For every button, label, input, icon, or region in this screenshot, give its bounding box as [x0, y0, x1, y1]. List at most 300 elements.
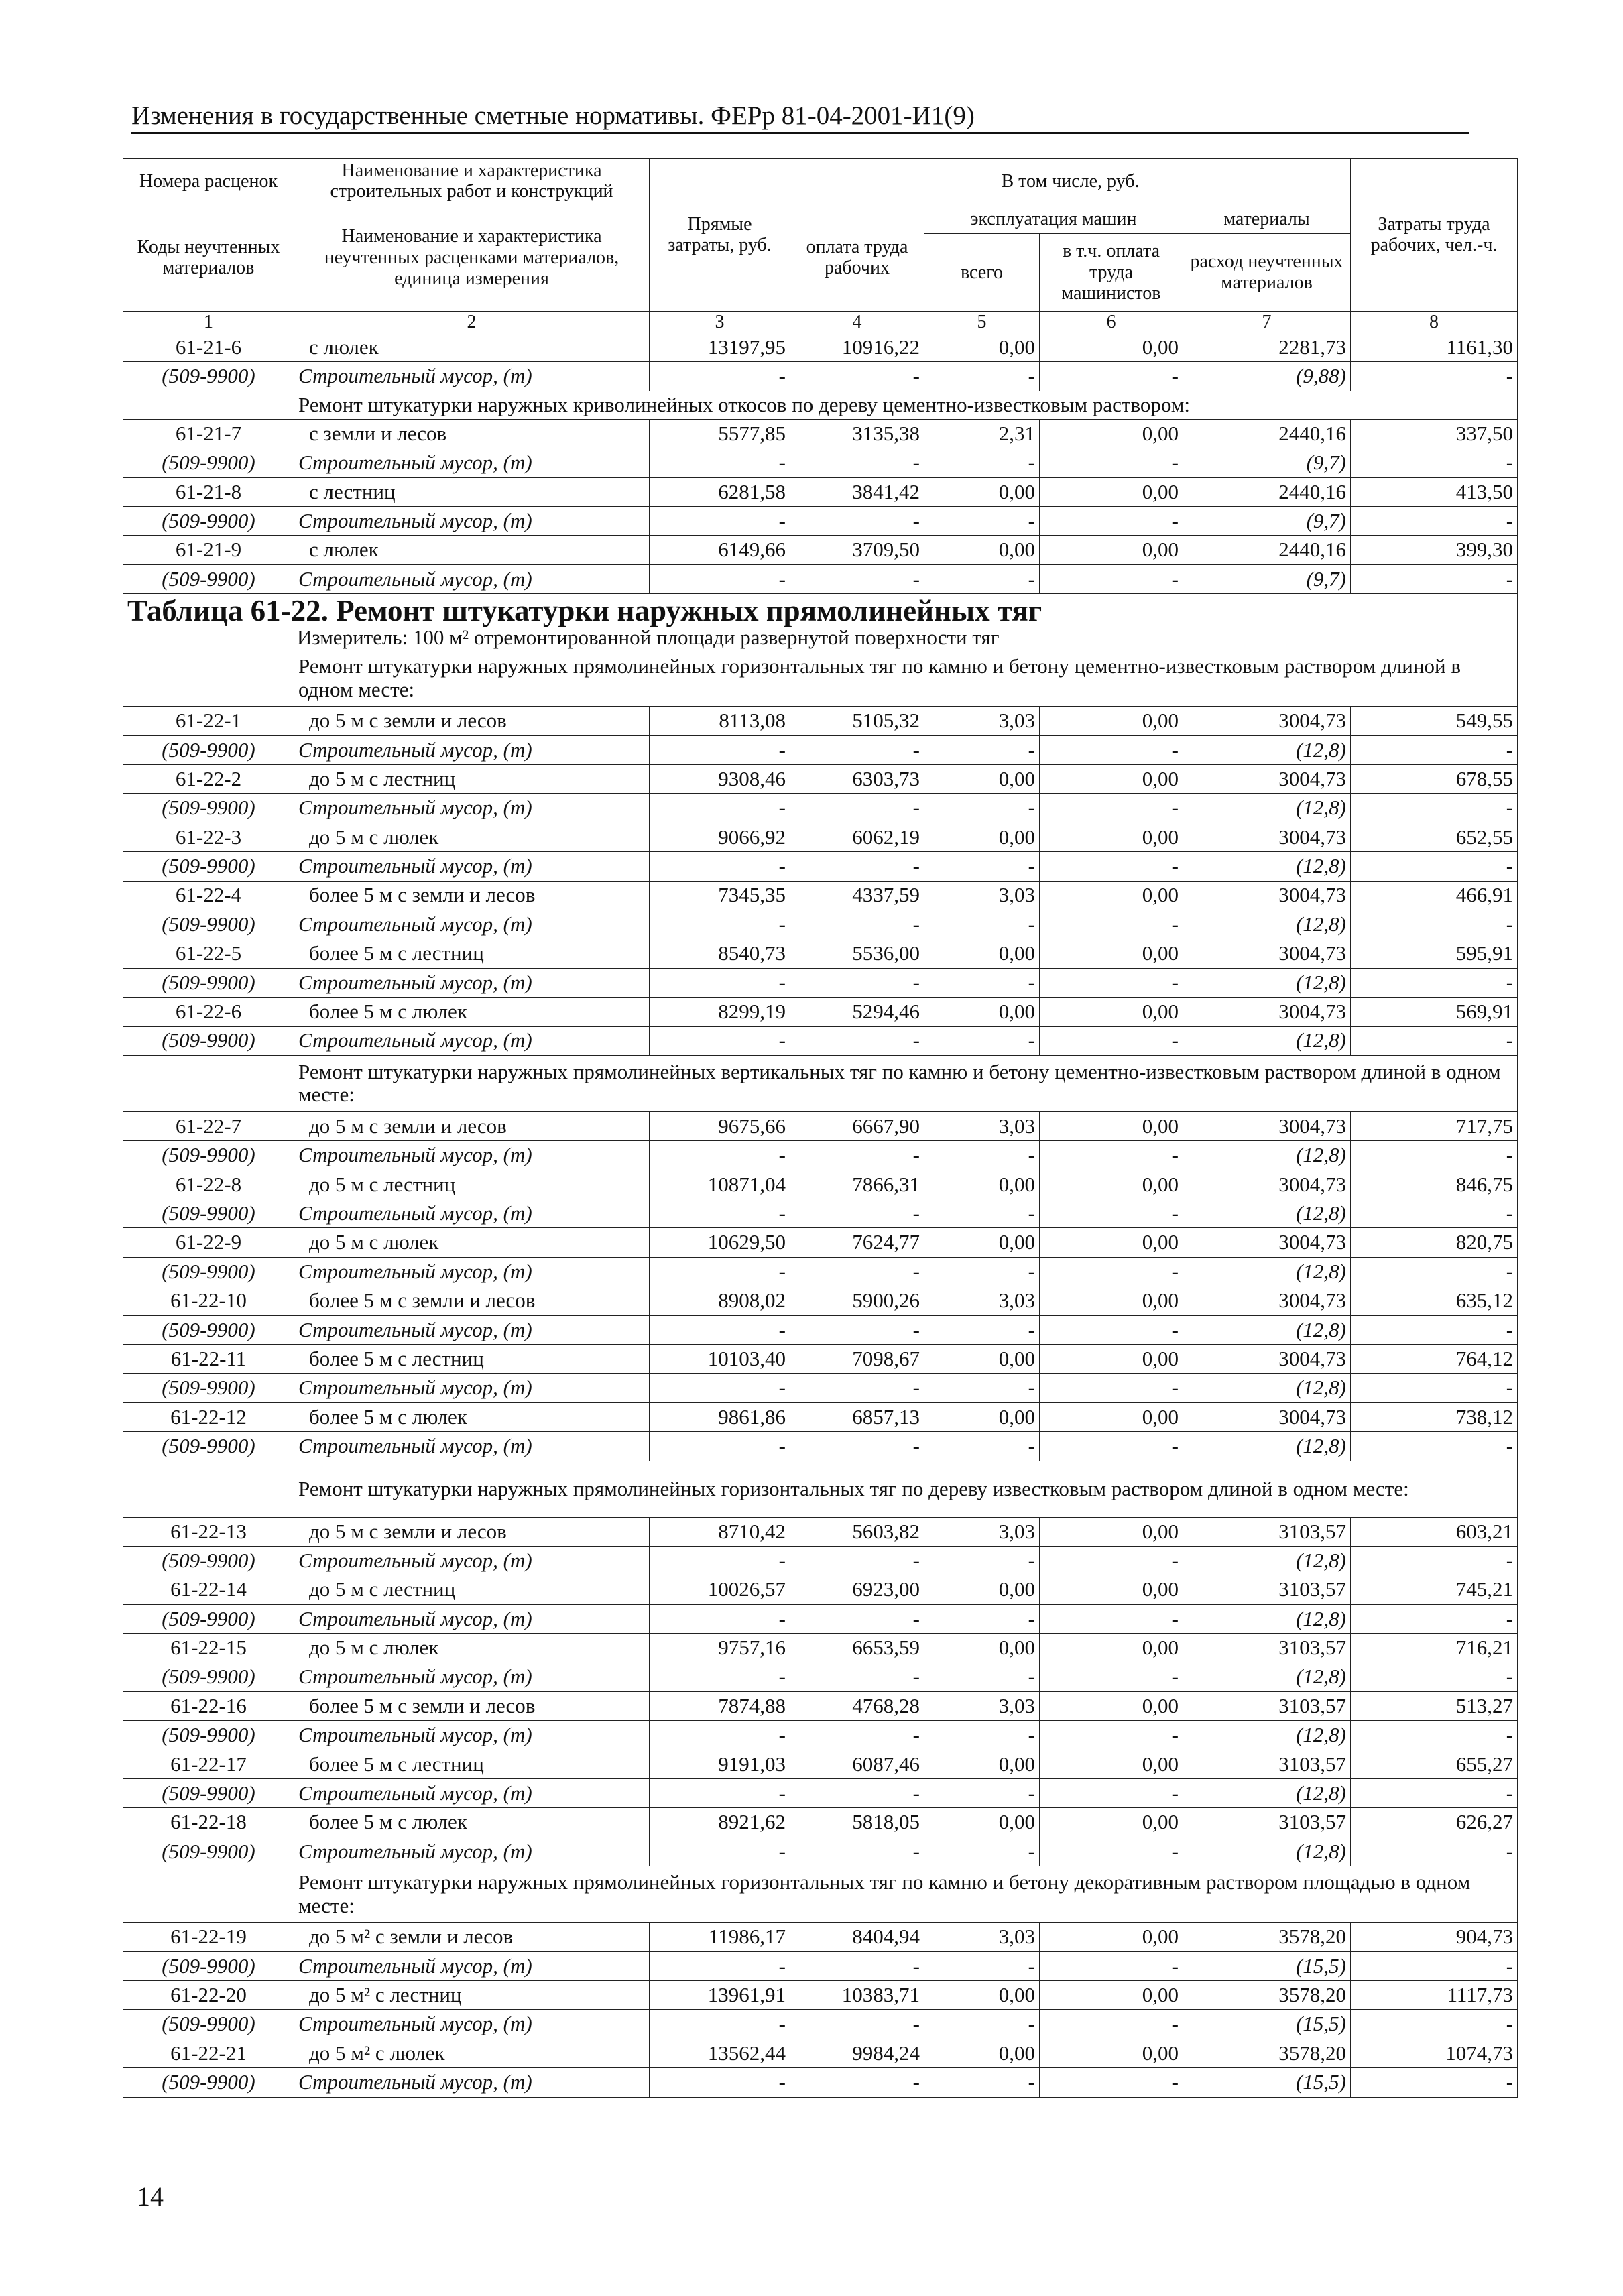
labor-hours: 716,21 [1351, 1634, 1518, 1663]
dash-cell: - [1351, 1199, 1518, 1228]
section-spacer [123, 650, 294, 707]
material-name: Строительный мусор, (т) [294, 794, 650, 823]
material-name: Строительный мусор, (т) [294, 1374, 650, 1402]
material-name: Строительный мусор, (т) [294, 1315, 650, 1344]
dash-cell: - [650, 1951, 790, 1980]
direct-cost: 9191,03 [650, 1750, 790, 1778]
dash-cell: - [790, 1779, 924, 1808]
worker-pay: 5900,26 [790, 1286, 924, 1315]
labor-hours: 1117,73 [1351, 1981, 1518, 2010]
labor-hours: 904,73 [1351, 1923, 1518, 1951]
material-code: (509-9900) [123, 1199, 294, 1228]
dash-cell: - [1351, 1779, 1518, 1808]
materials-cost: 2440,16 [1183, 536, 1351, 564]
direct-cost: 8908,02 [650, 1286, 790, 1315]
section-row [123, 650, 1518, 707]
rate-code: 61-22-9 [123, 1228, 294, 1257]
dash-cell: - [1351, 794, 1518, 823]
dash-cell: - [924, 564, 1040, 593]
machinists-pay: 0,00 [1040, 477, 1183, 506]
dash-cell: - [650, 1374, 790, 1402]
col-vtom-header: В том числе, руб. [790, 159, 1351, 204]
direct-cost: 10103,40 [650, 1345, 790, 1374]
rate-name: с люлек [294, 536, 650, 564]
dash-cell: - [650, 2068, 790, 2097]
rate-name: до 5 м² с земли и лесов [294, 1923, 650, 1951]
machinists-pay: 0,00 [1040, 536, 1183, 564]
rate-code: 61-22-15 [123, 1634, 294, 1663]
direct-cost: 6281,58 [650, 477, 790, 506]
dash-cell: - [650, 1315, 790, 1344]
materials-cost: 3103,57 [1183, 1517, 1351, 1546]
rate-code: 61-22-18 [123, 1808, 294, 1837]
materials-cost: 3004,73 [1183, 939, 1351, 968]
dash-cell: - [650, 507, 790, 536]
dash-cell: - [790, 1026, 924, 1055]
machines-total: 0,00 [924, 477, 1040, 506]
rate-code: 61-22-19 [123, 1923, 294, 1951]
col-naim-header: Наименование и характеристика строительных работ и конструкций [294, 159, 650, 204]
material-name: Строительный мусор, (т) [294, 1721, 650, 1750]
section-heading: Ремонт штукатурки наружных прямолинейных горизонтальных тяг по дереву известковым раствором длиной в одном месте: [294, 1461, 1518, 1517]
labor-hours: 413,50 [1351, 477, 1518, 506]
dash-cell: - [790, 507, 924, 536]
worker-pay: 10916,22 [790, 333, 924, 362]
material-qty: (12,8) [1183, 1141, 1351, 1170]
dash-cell: - [924, 968, 1040, 997]
material-qty: (9,7) [1183, 448, 1351, 477]
dash-cell: - [1351, 1432, 1518, 1461]
dash-cell: - [924, 507, 1040, 536]
rate-name: более 5 м с лестниц [294, 939, 650, 968]
dash-cell: - [1351, 1546, 1518, 1575]
table-row [123, 707, 1518, 735]
dash-cell: - [650, 1257, 790, 1286]
machinists-pay: 0,00 [1040, 1750, 1183, 1778]
machines-total: 0,00 [924, 1345, 1040, 1374]
section-heading: Ремонт штукатурки наружных прямолинейных горизонтальных тяг по камню и бетону цементно-известковым раствором длиной в одном месте: [294, 650, 1518, 707]
labor-hours: 635,12 [1351, 1286, 1518, 1315]
materials-cost: 2440,16 [1183, 419, 1351, 448]
material-name: Строительный мусор, (т) [294, 1837, 650, 1866]
material-name: Строительный мусор, (т) [294, 2010, 650, 2039]
rate-code: 61-21-8 [123, 477, 294, 506]
col-num: 8 [1351, 311, 1518, 333]
dash-cell: - [790, 852, 924, 881]
materials-cost: 3004,73 [1183, 1286, 1351, 1315]
table-row [123, 1691, 1518, 1720]
dash-cell: - [650, 1026, 790, 1055]
worker-pay: 5536,00 [790, 939, 924, 968]
col-naimmat-header: Наименование и характеристика неучтенных расценками материалов, единица измерения [294, 204, 650, 311]
dash-cell: - [1351, 1721, 1518, 1750]
machinists-pay: 0,00 [1040, 1111, 1183, 1140]
rate-code: 61-22-17 [123, 1750, 294, 1778]
table-row [123, 1546, 1518, 1575]
materials-cost: 3103,57 [1183, 1634, 1351, 1663]
machinists-pay: 0,00 [1040, 419, 1183, 448]
labor-hours: 717,75 [1351, 1111, 1518, 1140]
material-code: (509-9900) [123, 1663, 294, 1691]
dash-cell: - [924, 1026, 1040, 1055]
material-code: (509-9900) [123, 1315, 294, 1344]
dash-cell: - [650, 1546, 790, 1575]
machinists-pay: 0,00 [1040, 1634, 1183, 1663]
dash-cell: - [1351, 1663, 1518, 1691]
dash-cell: - [650, 1663, 790, 1691]
material-code: (509-9900) [123, 1721, 294, 1750]
dash-cell: - [924, 852, 1040, 881]
material-qty: (12,8) [1183, 1432, 1351, 1461]
machines-total: 0,00 [924, 1981, 1040, 2010]
machines-total: 0,00 [924, 939, 1040, 968]
worker-pay: 6303,73 [790, 764, 924, 793]
dash-cell: - [924, 1663, 1040, 1691]
labor-hours: 466,91 [1351, 881, 1518, 910]
table-row [123, 1345, 1518, 1374]
materials-cost: 2281,73 [1183, 333, 1351, 362]
direct-cost: 8299,19 [650, 998, 790, 1026]
col-rashod-header: расход неучтенных материалов [1183, 233, 1351, 311]
worker-pay: 5603,82 [790, 1517, 924, 1546]
material-qty: (12,8) [1183, 1837, 1351, 1866]
labor-hours: 595,91 [1351, 939, 1518, 968]
rate-name: более 5 м с земли и лесов [294, 881, 650, 910]
rate-code: 61-22-6 [123, 998, 294, 1026]
dash-cell: - [1351, 1257, 1518, 1286]
table-row [123, 823, 1518, 851]
section-spacer [123, 1461, 294, 1517]
table-row [123, 2010, 1518, 2039]
machinists-pay: 0,00 [1040, 1517, 1183, 1546]
table-row [123, 2039, 1518, 2067]
table-row [123, 1026, 1518, 1055]
dash-cell: - [790, 1141, 924, 1170]
dash-cell: - [1040, 2068, 1183, 2097]
machinists-pay: 0,00 [1040, 1981, 1183, 2010]
dash-cell: - [1040, 1315, 1183, 1344]
labor-hours: 764,12 [1351, 1345, 1518, 1374]
materials-cost: 3004,73 [1183, 881, 1351, 910]
dash-cell: - [790, 1663, 924, 1691]
material-qty: (12,8) [1183, 1779, 1351, 1808]
dash-cell: - [924, 1951, 1040, 1980]
machines-total: 3,03 [924, 1691, 1040, 1720]
col-num: 6 [1040, 311, 1183, 333]
dash-cell: - [1040, 362, 1183, 391]
table-row [123, 1721, 1518, 1750]
table-row [123, 1257, 1518, 1286]
dash-cell: - [1040, 2010, 1183, 2039]
rate-name: с земли и лесов [294, 419, 650, 448]
direct-cost: 13961,91 [650, 1981, 790, 2010]
worker-pay: 6087,46 [790, 1750, 924, 1778]
dash-cell: - [790, 1604, 924, 1633]
material-qty: (15,5) [1183, 1951, 1351, 1980]
machinists-pay: 0,00 [1040, 998, 1183, 1026]
rate-code: 61-21-9 [123, 536, 294, 564]
table-row [123, 564, 1518, 593]
labor-hours: 569,91 [1351, 998, 1518, 1026]
rate-name: до 5 м с люлек [294, 823, 650, 851]
worker-pay: 5818,05 [790, 1808, 924, 1837]
worker-pay: 7624,77 [790, 1228, 924, 1257]
document-header: Изменения в государственные сметные нормативы. ФЕРр 81-04-2001-И1(9) [131, 101, 1469, 134]
dash-cell: - [650, 852, 790, 881]
worker-pay: 3709,50 [790, 536, 924, 564]
dash-cell: - [790, 1199, 924, 1228]
rate-name: до 5 м² с люлек [294, 2039, 650, 2067]
dash-cell: - [650, 1837, 790, 1866]
materials-cost: 3004,73 [1183, 1402, 1351, 1431]
dash-cell: - [1351, 968, 1518, 997]
dash-cell: - [924, 1257, 1040, 1286]
dash-cell: - [790, 2010, 924, 2039]
materials-cost: 3578,20 [1183, 1981, 1351, 2010]
section-spacer [123, 1866, 294, 1923]
machinists-pay: 0,00 [1040, 1228, 1183, 1257]
machinists-pay: 0,00 [1040, 1170, 1183, 1199]
rate-code: 61-22-5 [123, 939, 294, 968]
worker-pay: 6653,59 [790, 1634, 924, 1663]
labor-hours: 549,55 [1351, 707, 1518, 735]
direct-cost: 8710,42 [650, 1517, 790, 1546]
material-qty: (12,8) [1183, 1721, 1351, 1750]
col-nomer-header: Номера расценок [123, 159, 294, 204]
rate-name: с люлек [294, 333, 650, 362]
material-name: Строительный мусор, (т) [294, 735, 650, 764]
material-name: Строительный мусор, (т) [294, 1779, 650, 1808]
rate-code: 61-22-1 [123, 707, 294, 735]
col-kody-header: Коды неучтенных материалов [123, 204, 294, 311]
dash-cell: - [924, 1199, 1040, 1228]
rate-name: до 5 м с земли и лесов [294, 1111, 650, 1140]
rate-code: 61-22-16 [123, 1691, 294, 1720]
material-code: (509-9900) [123, 448, 294, 477]
worker-pay: 5105,32 [790, 707, 924, 735]
section-spacer [123, 391, 294, 419]
rate-name: до 5 м с земли и лесов [294, 1517, 650, 1546]
table-row [123, 910, 1518, 939]
machines-total: 3,03 [924, 1923, 1040, 1951]
table-row [123, 1808, 1518, 1837]
materials-cost: 3004,73 [1183, 764, 1351, 793]
dash-cell: - [650, 794, 790, 823]
dash-cell: - [790, 1432, 924, 1461]
dash-cell: - [790, 2068, 924, 2097]
dash-cell: - [1351, 2068, 1518, 2097]
machinists-pay: 0,00 [1040, 764, 1183, 793]
table-row [123, 998, 1518, 1026]
labor-hours: 603,21 [1351, 1517, 1518, 1546]
dash-cell: - [650, 448, 790, 477]
worker-pay: 8404,94 [790, 1923, 924, 1951]
machinists-pay: 0,00 [1040, 939, 1183, 968]
material-code: (509-9900) [123, 362, 294, 391]
dash-cell: - [650, 1199, 790, 1228]
direct-cost: 8921,62 [650, 1808, 790, 1837]
machines-total: 0,00 [924, 1808, 1040, 1837]
section-spacer [123, 1055, 294, 1111]
table-row [123, 448, 1518, 477]
material-name: Строительный мусор, (т) [294, 564, 650, 593]
dash-cell: - [1351, 1374, 1518, 1402]
dash-cell: - [924, 794, 1040, 823]
table-title-row [123, 594, 1518, 650]
machinists-pay: 0,00 [1040, 333, 1183, 362]
labor-hours: 738,12 [1351, 1402, 1518, 1431]
material-name: Строительный мусор, (т) [294, 362, 650, 391]
material-code: (509-9900) [123, 1546, 294, 1575]
material-code: (509-9900) [123, 910, 294, 939]
dash-cell: - [1040, 1837, 1183, 1866]
table-row [123, 794, 1518, 823]
worker-pay: 7866,31 [790, 1170, 924, 1199]
dash-cell: - [790, 1374, 924, 1402]
dash-cell: - [790, 564, 924, 593]
material-qty: (12,8) [1183, 735, 1351, 764]
machines-total: 0,00 [924, 823, 1040, 851]
dash-cell: - [1351, 1951, 1518, 1980]
dash-cell: - [650, 1432, 790, 1461]
rate-name: с лестниц [294, 477, 650, 506]
machinists-pay: 0,00 [1040, 823, 1183, 851]
table-row [123, 1779, 1518, 1808]
machines-total: 2,31 [924, 419, 1040, 448]
dash-cell: - [650, 735, 790, 764]
rate-code: 61-22-14 [123, 1575, 294, 1604]
rate-code: 61-22-2 [123, 764, 294, 793]
material-qty: (12,8) [1183, 1546, 1351, 1575]
table-title-cell [123, 594, 1518, 650]
worker-pay: 9984,24 [790, 2039, 924, 2067]
table-row [123, 1981, 1518, 2010]
section-row [123, 391, 1518, 419]
rate-code: 61-22-7 [123, 1111, 294, 1140]
direct-cost: 10026,57 [650, 1575, 790, 1604]
labor-hours: 655,27 [1351, 1750, 1518, 1778]
rate-name: более 5 м с земли и лесов [294, 1691, 650, 1720]
material-name: Строительный мусор, (т) [294, 448, 650, 477]
rate-name: до 5 м с лестниц [294, 1575, 650, 1604]
dash-cell: - [1040, 1721, 1183, 1750]
dash-cell: - [1351, 564, 1518, 593]
material-qty: (15,5) [1183, 2010, 1351, 2039]
dash-cell: - [790, 968, 924, 997]
machines-total: 0,00 [924, 1634, 1040, 1663]
machinists-pay: 0,00 [1040, 1923, 1183, 1951]
material-name: Строительный мусор, (т) [294, 1951, 650, 1980]
direct-cost: 13562,44 [650, 2039, 790, 2067]
dash-cell: - [924, 735, 1040, 764]
table-row [123, 362, 1518, 391]
material-qty: (12,8) [1183, 1257, 1351, 1286]
material-code: (509-9900) [123, 1141, 294, 1170]
direct-cost: 9757,16 [650, 1634, 790, 1663]
dash-cell: - [924, 448, 1040, 477]
material-code: (509-9900) [123, 735, 294, 764]
material-code: (509-9900) [123, 1604, 294, 1633]
direct-cost: 8540,73 [650, 939, 790, 968]
table-row [123, 1315, 1518, 1344]
machines-total: 3,03 [924, 1111, 1040, 1140]
table-row [123, 1923, 1518, 1951]
worker-pay: 6062,19 [790, 823, 924, 851]
labor-hours: 337,50 [1351, 419, 1518, 448]
table-row [123, 1517, 1518, 1546]
section-heading: Ремонт штукатурки наружных криволинейных откосов по дереву цементно-известковым раствором: [294, 391, 1518, 419]
dash-cell: - [1040, 1141, 1183, 1170]
table-row [123, 735, 1518, 764]
materials-cost: 3103,57 [1183, 1691, 1351, 1720]
machines-total: 0,00 [924, 1575, 1040, 1604]
table-row [123, 1837, 1518, 1866]
dash-cell: - [1351, 910, 1518, 939]
section-heading: Ремонт штукатурки наружных прямолинейных горизонтальных тяг по камню и бетону декоративным раствором площадью в одном месте: [294, 1866, 1518, 1923]
rate-name: до 5 м с люлек [294, 1634, 650, 1663]
direct-cost: 5577,85 [650, 419, 790, 448]
dash-cell: - [924, 362, 1040, 391]
table-row [123, 1286, 1518, 1315]
dash-cell: - [650, 2010, 790, 2039]
materials-cost: 3004,73 [1183, 998, 1351, 1026]
dash-cell: - [790, 1721, 924, 1750]
material-code: (509-9900) [123, 1779, 294, 1808]
machines-total: 0,00 [924, 536, 1040, 564]
direct-cost: 7345,35 [650, 881, 790, 910]
rate-code: 61-22-20 [123, 1981, 294, 2010]
dash-cell: - [1040, 448, 1183, 477]
col-zatraty-header: Затраты труда рабочих, чел.-ч. [1351, 159, 1518, 312]
dash-cell: - [924, 1315, 1040, 1344]
material-code: (509-9900) [123, 852, 294, 881]
material-qty: (12,8) [1183, 852, 1351, 881]
direct-cost: 6149,66 [650, 536, 790, 564]
dash-cell: - [1040, 1604, 1183, 1633]
rate-name: до 5 м² с лестниц [294, 1981, 650, 2010]
material-code: (509-9900) [123, 1374, 294, 1402]
table-row [123, 1199, 1518, 1228]
direct-cost: 9675,66 [650, 1111, 790, 1140]
material-qty: (12,8) [1183, 794, 1351, 823]
dash-cell: - [924, 1141, 1040, 1170]
dash-cell: - [1351, 448, 1518, 477]
rate-code: 61-22-13 [123, 1517, 294, 1546]
worker-pay: 3135,38 [790, 419, 924, 448]
direct-cost: 11986,17 [650, 1923, 790, 1951]
dash-cell: - [1351, 1315, 1518, 1344]
rate-code: 61-22-10 [123, 1286, 294, 1315]
rate-name: до 5 м с лестниц [294, 764, 650, 793]
table-row [123, 939, 1518, 968]
table-row [123, 1170, 1518, 1199]
material-qty: (12,8) [1183, 1315, 1351, 1344]
direct-cost: 8113,08 [650, 707, 790, 735]
rate-name: более 5 м с люлек [294, 1808, 650, 1837]
rate-code: 61-22-3 [123, 823, 294, 851]
machines-total: 0,00 [924, 1228, 1040, 1257]
table-row [123, 1402, 1518, 1431]
table-row [123, 333, 1518, 362]
material-name: Строительный мусор, (т) [294, 1141, 650, 1170]
dash-cell: - [1040, 794, 1183, 823]
machines-total: 0,00 [924, 764, 1040, 793]
measure-unit: Измеритель: 100 м² отремонтированной площади развернутой поверхности тяг [297, 625, 1000, 650]
materials-cost: 3103,57 [1183, 1808, 1351, 1837]
dash-cell: - [1040, 1374, 1183, 1402]
machinists-pay: 0,00 [1040, 1286, 1183, 1315]
dash-cell: - [1040, 910, 1183, 939]
